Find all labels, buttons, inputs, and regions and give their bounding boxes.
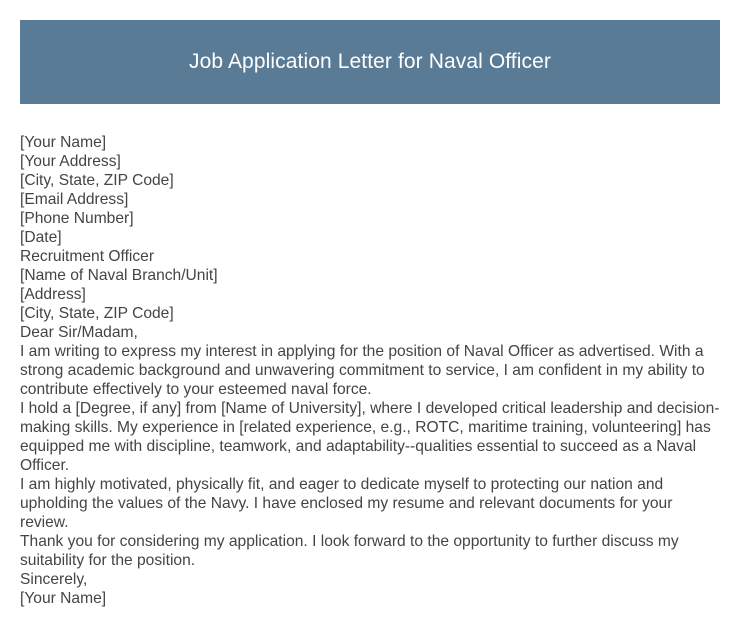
recipient-address: [Address] [20,286,86,303]
letter-body [20,133,720,608]
sender-phone: [Phone Number] [20,210,134,227]
sender-name: [Your Name] [20,134,107,151]
sender-email: [Email Address] [20,191,129,208]
body-paragraph-1: I am writing to express my interest in applying for the position of Naval Officer as advertised. With a strong academic background and unwavering commitment to service, I am confident in my ability to contribute effectively to your esteemed naval force. [20,343,705,398]
recipient-title: Recruitment Officer [20,248,155,265]
recipient-branch: [Name of Naval Branch/Unit] [20,267,218,284]
signature: [Your Name] [20,590,107,607]
body-paragraph-3: I am highly motivated, physically fit, and eager to dedicate myself to protecting our nation and upholding the values of the Navy. I have enclosed my resume and relevant documents for your review. [20,476,673,531]
page-title: Job Application Letter for Naval Officer [189,50,551,73]
salutation: Dear Sir/Madam, [20,324,138,341]
title-banner [20,20,720,104]
sender-address: [Your Address] [20,153,121,170]
body-paragraph-2: I hold a [Degree, if any] from [Name of University], where I developed critical leadership and decision-making skills. My experience in [related experience, e.g., ROTC, maritime training, volunteering] has equipped me with discipline, teamwork, and adaptability--qualities essential to succeed as a Naval Officer. [20,400,720,474]
closing: Sincerely, [20,571,88,588]
recipient-city: [City, State, ZIP Code] [20,305,174,322]
sender-city: [City, State, ZIP Code] [20,172,174,189]
letter-date: [Date] [20,229,62,246]
body-paragraph-4: Thank you for considering my application. I look forward to the opportunity to further discuss my suitability for the position. [20,533,679,569]
